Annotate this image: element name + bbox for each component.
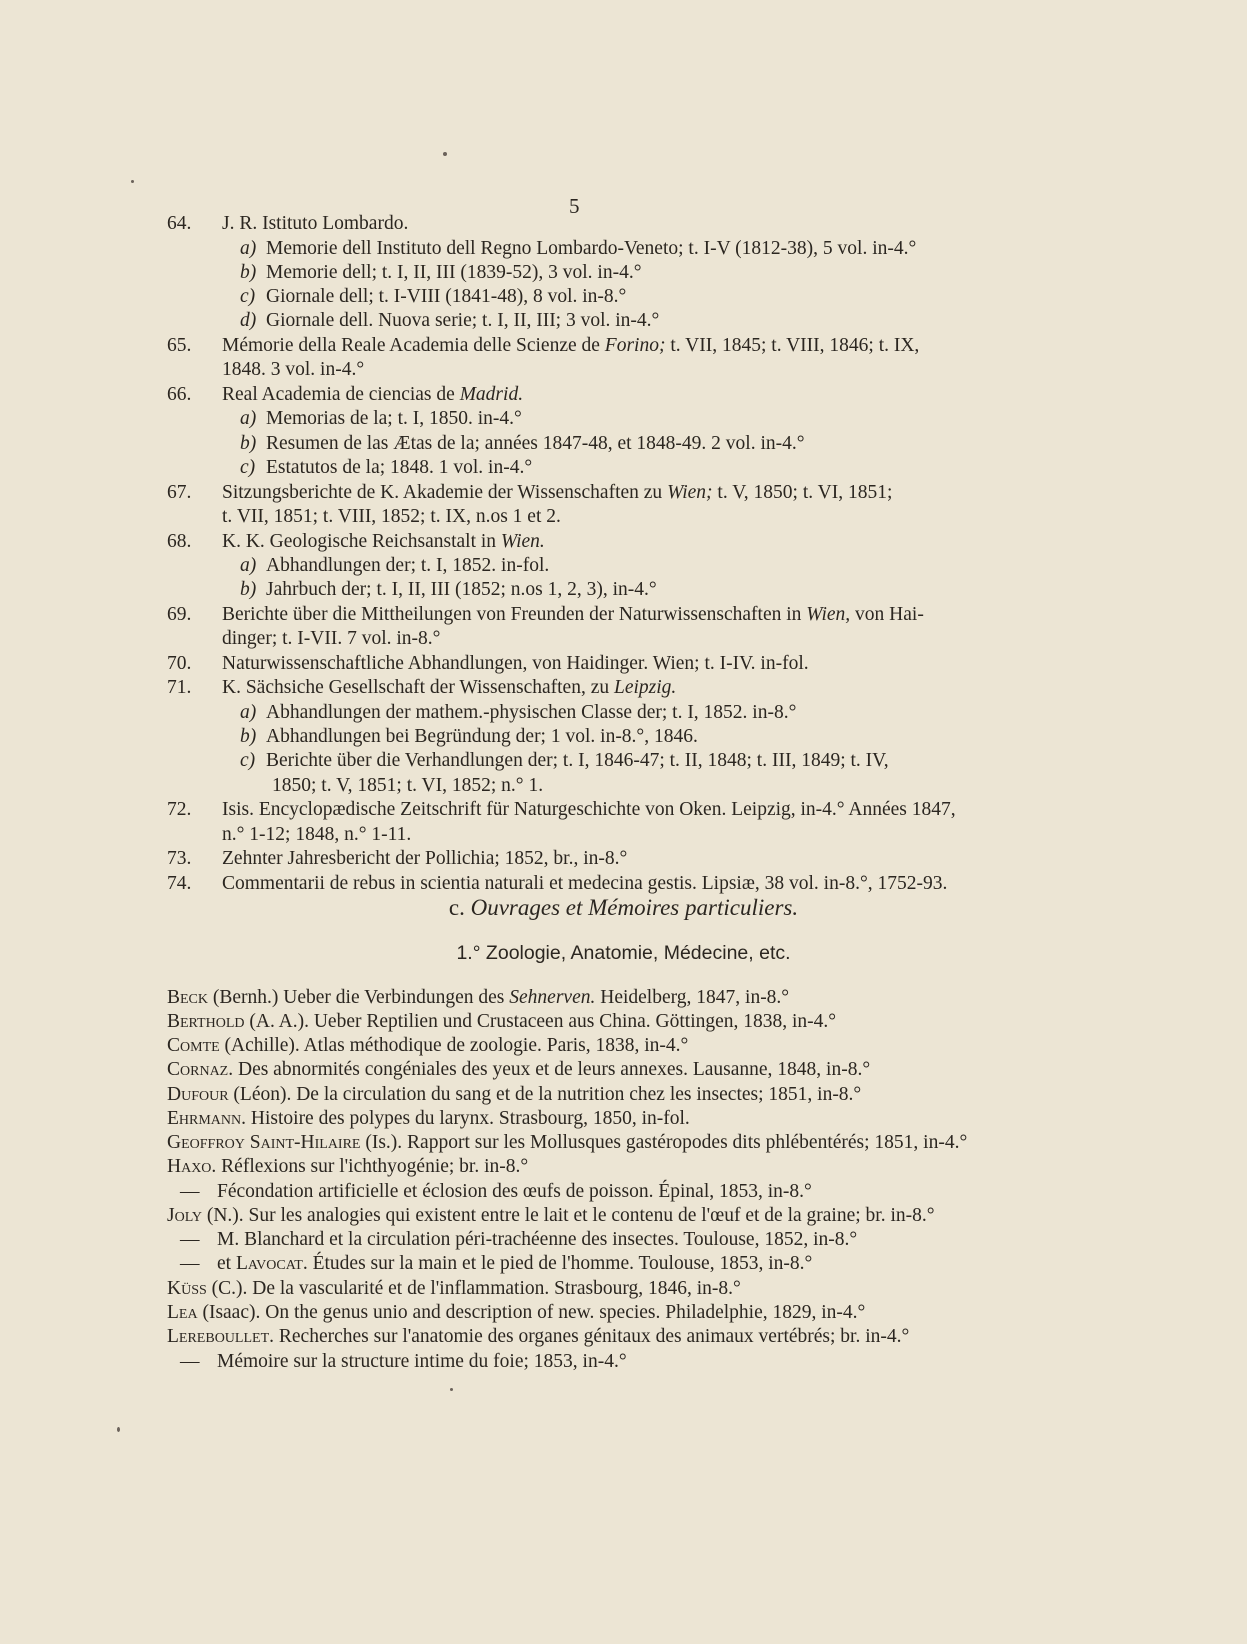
- entry-number: 73.: [167, 848, 192, 869]
- entry-text: Estatutos de la; 1848. 1 vol. in-4.°: [266, 457, 533, 478]
- item-text-tail: Études sur la main et le pied de l'homme. Toulouse, 1853, in-8.°: [307, 1253, 813, 1274]
- entry-text: Berichte über die Verhandlungen der; t. I, 1846-47; t. II, 1848; t. III, 1849; t. IV,: [266, 750, 889, 771]
- entry-line: [240, 456, 532, 480]
- entry-text: Commentarii de rebus in scientia naturali et medecina gestis. Lipsiæ, 38 vol. in-8.°, 1752-93.: [222, 873, 948, 894]
- entry-text: Abhandlungen der mathem.-physischen Classe der; t. I, 1852. in-8.°: [266, 702, 797, 723]
- entry-text: 1848. 3 vol. in-4.°: [222, 359, 365, 380]
- entry-number: 67.: [167, 482, 192, 503]
- entry-text: Memorias de la; t. I, 1850. in-4.°: [266, 408, 522, 429]
- coauthor-name: Lavocat.: [235, 1253, 308, 1274]
- entry-number: 64.: [167, 213, 192, 234]
- entry-text: Mémorie della Reale Academia delle Scienze de: [222, 335, 605, 356]
- item-text: (A. A.). Ueber Reptilien und Crustaceen aus China. Göttingen, 1838, in-4.°: [244, 1011, 837, 1032]
- entry-number: 66.: [167, 384, 192, 405]
- bibliography-item: [167, 986, 789, 1010]
- entry-text: Berichte über die Mittheilungen von Freunden der Naturwissenschaften in: [222, 604, 807, 625]
- entry-line: [167, 383, 523, 407]
- entry-text-tail: t. V, 1850; t. VI, 1851;: [712, 482, 893, 503]
- entry-text-tail: von Hai-: [850, 604, 924, 625]
- entry-letter: c): [240, 750, 256, 771]
- ditto-dash: —: [180, 1181, 200, 1202]
- entry-line: [167, 481, 892, 505]
- subsection-title: 1.° Zoologie, Anatomie, Médecine, etc.: [456, 942, 791, 964]
- entry-letter: d): [240, 310, 257, 331]
- entry-line: [240, 407, 522, 431]
- ditto-dash: —: [180, 1351, 200, 1372]
- entry-text: K. Sächsiche Gesellschaft der Wissenschaften, zu: [222, 677, 614, 698]
- bibliography-item: [180, 1180, 812, 1204]
- entry-text: Memorie dell Instituto dell Regno Lombardo-Veneto; t. I-V (1812-38), 5 vol. in-4.°: [266, 238, 917, 259]
- item-text: (Is.). Rapport sur les Mollusques gastéropodes dits phlébentérés; 1851, in-4.°: [360, 1132, 968, 1153]
- item-text: Réflexions sur l'ichthyogénie; br. in-8.°: [216, 1156, 529, 1177]
- item-text: Fécondation artificielle et éclosion des œufs de poisson. Épinal, 1853, in-8.°: [217, 1181, 812, 1202]
- entry-line: [167, 872, 947, 896]
- paper-speck: [450, 1388, 453, 1391]
- entry-line: [167, 212, 408, 236]
- bibliography-item: [167, 1083, 861, 1107]
- bibliography-item: [167, 1107, 690, 1131]
- entry-line: [222, 823, 411, 847]
- author-name: Geoffroy Saint-Hilaire: [167, 1132, 361, 1153]
- entry-place-italic: Forino;: [604, 335, 666, 356]
- entry-letter: b): [240, 433, 257, 454]
- item-text: Mémoire sur la structure intime du foie; 1853, in-4.°: [217, 1351, 627, 1372]
- entry-place-italic: Wien.: [500, 531, 545, 552]
- entry-line: [222, 505, 561, 529]
- entry-line: [167, 676, 676, 700]
- entry-line: [240, 701, 796, 725]
- entry-text: Giornale dell; t. I-VIII (1841-48), 8 vol. in-8.°: [266, 286, 627, 307]
- entry-place-italic: Wien,: [806, 604, 851, 625]
- entry-text: Abhandlungen der; t. I, 1852. in-fol.: [266, 555, 550, 576]
- entry-text: Giornale dell. Nuova serie; t. I, II, III; 3 vol. in-4.°: [266, 310, 660, 331]
- item-text: (Léon). De la circulation du sang et de la nutrition chez les insectes; 1851, in-8.°: [228, 1084, 862, 1105]
- bibliography-item: [167, 1301, 865, 1325]
- entry-text: Isis. Encyclopædische Zeitschrift für Naturgeschichte von Oken. Leipzig, in-4.° Années 1847,: [222, 799, 956, 820]
- entry-text: n.° 1-12; 1848, n.° 1-11.: [222, 824, 412, 845]
- entry-line: [167, 334, 919, 358]
- bibliography-item: [167, 1325, 909, 1349]
- entry-letter: a): [240, 408, 257, 429]
- entry-place-italic: Madrid.: [459, 384, 524, 405]
- entry-text: J. R. Istituto Lombardo.: [222, 213, 409, 234]
- author-name: Berthold: [167, 1011, 245, 1032]
- entry-text: t. VII, 1851; t. VIII, 1852; t. IX, n.os 1 et 2.: [222, 506, 561, 527]
- item-text: Recherches sur l'anatomie des organes génitaux des animaux vertébrés; br. in-4.°: [274, 1326, 910, 1347]
- item-text: Histoire des polypes du larynx. Strasbourg, 1850, in-fol.: [246, 1108, 690, 1129]
- bibliography-item: [180, 1350, 627, 1374]
- ditto-dash: —: [180, 1253, 200, 1274]
- entry-line: [167, 847, 627, 871]
- author-name: Cornaz.: [167, 1059, 234, 1080]
- entry-letter: b): [240, 726, 257, 747]
- entry-line: [240, 237, 916, 261]
- item-text: M. Blanchard et la circulation péri-trachéenne des insectes. Toulouse, 1852, in-8.°: [217, 1229, 858, 1250]
- paper-speck: [443, 152, 447, 156]
- entry-letter: a): [240, 702, 257, 723]
- author-name: Dufour: [167, 1084, 229, 1105]
- entry-line: [167, 652, 809, 676]
- bibliography-item: [167, 1058, 870, 1082]
- entry-line: [167, 798, 956, 822]
- bibliography-item: [180, 1252, 812, 1276]
- entry-text: Jahrbuch der; t. I, II, III (1852; n.os 1, 2, 3), in-4.°: [266, 579, 657, 600]
- entry-line: [167, 603, 924, 627]
- author-name: Haxo.: [167, 1156, 217, 1177]
- entry-line: [240, 554, 549, 578]
- item-text-tail: Heidelberg, 1847, in-8.°: [595, 987, 790, 1008]
- item-text: (Bernh.) Ueber die Verbindungen des: [208, 987, 510, 1008]
- entry-line: [240, 725, 698, 749]
- entry-number: 72.: [167, 799, 192, 820]
- entry-number: 71.: [167, 677, 192, 698]
- entry-line: [240, 578, 657, 602]
- entry-line: [240, 285, 626, 309]
- entry-text: Resumen de las Ætas de la; années 1847-48, et 1848-49. 2 vol. in-4.°: [266, 433, 805, 454]
- bibliography-item: [167, 1204, 935, 1228]
- item-text: et: [217, 1253, 236, 1274]
- entry-text: dinger; t. I-VII. 7 vol. in-8.°: [222, 628, 441, 649]
- bibliography-item: [180, 1228, 857, 1252]
- paper-speck: [117, 1427, 120, 1432]
- entry-letter: b): [240, 579, 257, 600]
- author-name: Joly: [167, 1205, 202, 1226]
- entry-line: [222, 627, 440, 651]
- entry-text: K. K. Geologische Reichsanstalt in: [222, 531, 501, 552]
- entry-number: 70.: [167, 653, 192, 674]
- entry-place-italic: Leipzig.: [613, 677, 677, 698]
- author-name: Lereboullet.: [167, 1326, 274, 1347]
- author-name: Ehrmann.: [167, 1108, 247, 1129]
- bibliography-item: [167, 1010, 836, 1034]
- item-text: (Achille). Atlas méthodique de zoologie. Paris, 1838, in-4.°: [219, 1035, 689, 1056]
- entry-letter: c): [240, 457, 256, 478]
- entry-text-tail: t. VII, 1845; t. VIII, 1846; t. IX,: [665, 335, 920, 356]
- item-text: Des abnormités congéniales des yeux et de leurs annexes. Lausanne, 1848, in-8.°: [233, 1059, 871, 1080]
- entry-line: [272, 774, 543, 798]
- entry-line: [222, 358, 364, 382]
- section-title-text: Ouvrages et Mémoires particuliers.: [470, 895, 799, 920]
- entry-text: Zehnter Jahresbericht der Pollichia; 1852, br., in-8.°: [222, 848, 628, 869]
- entry-line: [240, 749, 889, 773]
- bibliography-item: [167, 1131, 967, 1155]
- ditto-dash: —: [180, 1229, 200, 1250]
- item-text: (N.). Sur les analogies qui existent entre le lait et le contenu de l'œuf et de la graine; br. in-8.°: [201, 1205, 935, 1226]
- entry-letter: b): [240, 262, 257, 283]
- bibliography-item: [167, 1155, 528, 1179]
- author-name: Beck: [167, 987, 209, 1008]
- author-name: Comte: [167, 1035, 220, 1056]
- section-prefix: c.: [448, 895, 465, 920]
- entry-number: 68.: [167, 531, 192, 552]
- item-title-italic: Sehnerven.: [509, 987, 596, 1008]
- entry-letter: c): [240, 286, 256, 307]
- entry-text: Naturwissenschaftliche Abhandlungen, von Haidinger. Wien; t. I-IV. in-fol.: [222, 653, 809, 674]
- author-name: Lea: [167, 1302, 198, 1323]
- section-title: [0, 895, 1247, 921]
- entry-letter: a): [240, 238, 257, 259]
- entry-text: Real Academia de ciencias de: [222, 384, 460, 405]
- page-number: 5: [569, 194, 580, 218]
- entry-place-italic: Wien;: [667, 482, 713, 503]
- entry-number: 74.: [167, 873, 192, 894]
- entry-number: 69.: [167, 604, 192, 625]
- entry-line: [240, 432, 805, 456]
- entry-text: 1850; t. V, 1851; t. VI, 1852; n.° 1.: [272, 775, 544, 796]
- entry-line: [240, 309, 659, 333]
- entry-text: Sitzungsberichte de K. Akademie der Wissenschaften zu: [222, 482, 668, 503]
- entry-letter: a): [240, 555, 257, 576]
- bibliography-item: [167, 1277, 741, 1301]
- item-text: (Isaac). On the genus unio and description of new. species. Philadelphie, 1829, in-4.°: [197, 1302, 866, 1323]
- entry-line: [240, 261, 642, 285]
- bibliography-item: [167, 1034, 688, 1058]
- entry-text: Abhandlungen bei Begründung der; 1 vol. in-8.°, 1846.: [266, 726, 698, 747]
- paper-speck: [131, 180, 134, 183]
- entry-line: [167, 530, 545, 554]
- item-text: (C.). De la vascularité et de l'inflammation. Strasbourg, 1846, in-8.°: [206, 1278, 741, 1299]
- entry-number: 65.: [167, 335, 192, 356]
- author-name: Küss: [167, 1278, 207, 1299]
- entry-text: Memorie dell; t. I, II, III (1839-52), 3 vol. in-4.°: [266, 262, 642, 283]
